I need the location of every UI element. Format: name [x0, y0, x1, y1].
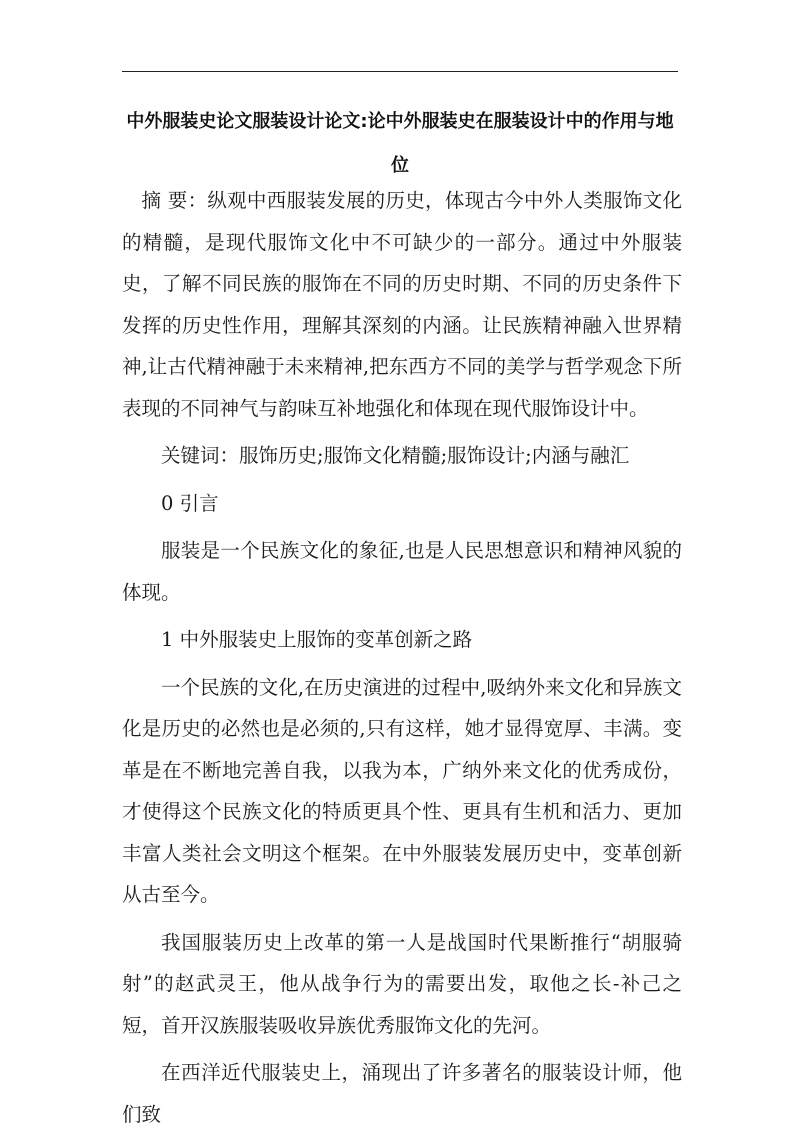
section-1-heading: 1 中外服装史上服饰的变革创新之路: [161, 628, 473, 651]
section-1-paragraph-1: 一个民族的文化,在历史演进的过程中,吸纳外来文化和异族文化是历史的必然也是必须的,只有这样，她才显得宽厚、丰满。变革是在不断地完善自我，以我为本，广纳外来文化的优秀成份，才使得这个民族文化的特质更具个性、更具有生机和活力、更加丰富人类社会文明这个框架。在中外服装发展历史中，变革创新从古至今。: [122, 675, 682, 906]
abstract-paragraph: 摘 要：纵观中西服装发展的历史，体现古今中外人类服饰文化的精髓，是现代服饰文化中不可缺少的一部分。通过中外服装史，了解不同民族的服饰在不同的历史时期、不同的历史条件下发挥的历史性作用，理解其深刻的内涵。让民族精神融入世界精神,让古代精神融于未来精神,把东西方不同的美学与哲学观念下所表现的不同神气与韵味互补地强化和体现在现代服饰设计中。: [122, 189, 682, 420]
document-body: [122, 180, 682, 1141]
header-rule: [122, 71, 678, 72]
section-1-paragraph-2: 我国服装历史上改革的第一人是战国时代果断推行“胡服骑射”的赵武灵王，他从战争行为的需要出发，取他之长-补己之短，首开汉族服装吸收异族优秀服饰文化的先河。: [122, 930, 682, 1037]
document-title: 中外服装史论文服装设计论文:论中外服装史在服装设计中的作用与地位: [126, 111, 674, 176]
section-0-heading: 0 引言: [161, 491, 219, 515]
section-1-paragraph-3: 在西洋近代服装史上，涌现出了许多著名的服装设计师，他们致: [122, 1061, 682, 1126]
keywords-line: 关键词：服饰历史;服饰文化精髓;服饰设计;内涵与融汇: [161, 444, 630, 467]
section-0-paragraph: 服装是一个民族文化的象征,也是人民思想意识和精神风貌的体现。: [122, 539, 682, 604]
